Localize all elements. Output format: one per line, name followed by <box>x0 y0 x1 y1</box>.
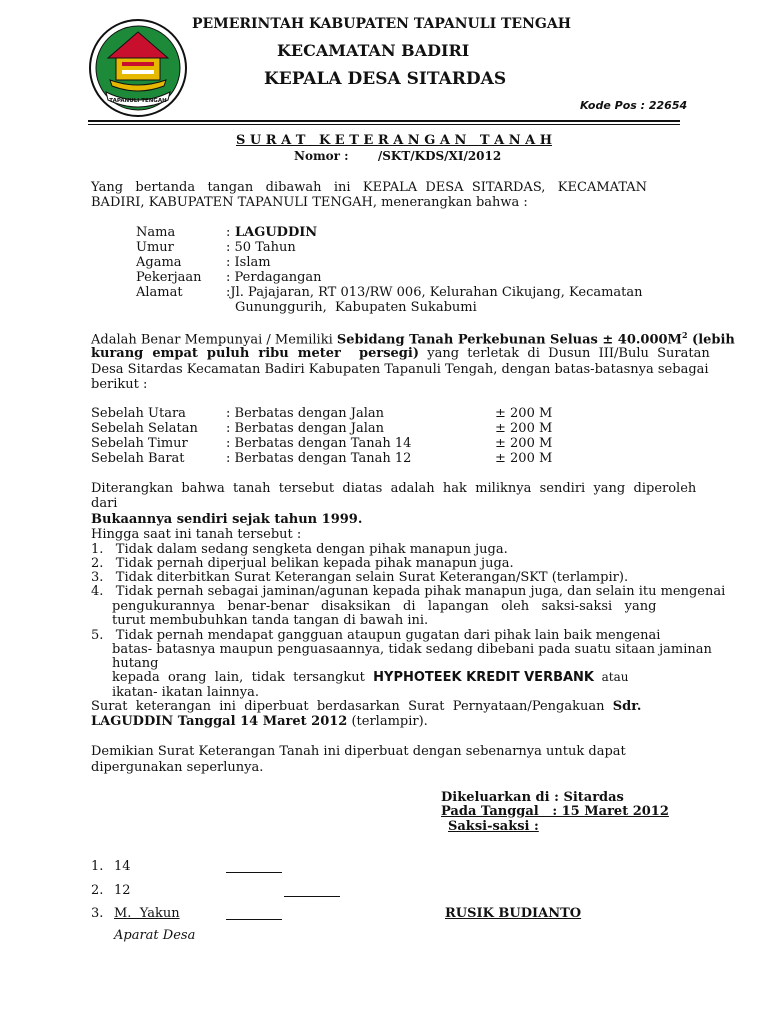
boundary-side: Sebelah Barat <box>91 451 185 466</box>
witness-name: M. Yakun <box>114 906 180 921</box>
statement-line-2 <box>91 346 710 361</box>
header-line-3: KEPALA DESA SITARDAS <box>264 69 507 89</box>
header-rule-thin <box>88 124 680 125</box>
witness-number: 2. <box>91 883 104 898</box>
statement-paren: (lebih <box>687 332 735 348</box>
condition-5c: hutang <box>112 656 159 671</box>
statement-line-3: Desa Sitardas Kecamatan Badiri Kabupaten Tapanuli Tengah, dengan batas-batasnya sebagai <box>91 362 709 377</box>
identity-label-address: Alamat <box>136 285 183 300</box>
condition-5b: batas- batasnya maupun penguasaannya, tidak sedang dibebani pada suatu sitaan jaminan <box>112 642 712 657</box>
issued-place: Dikeluarkan di : Sitardas <box>441 790 624 805</box>
identity-colon: : <box>226 225 231 240</box>
witness-signature-line <box>226 905 282 920</box>
intro-line-1: Yang bertanda tangan dibawah ini KEPALA DESA SITARDAS, KECAMATAN <box>91 180 648 195</box>
condition-5e: ikatan- ikatan lainnya. <box>112 685 259 700</box>
boundary-desc: : Berbatas dengan Jalan <box>226 406 385 421</box>
boundary-side: Sebelah Utara <box>91 406 186 421</box>
statement-line-1 <box>91 330 735 347</box>
witness-name: 12 <box>114 883 131 898</box>
boundary-desc: : Berbatas dengan Tanah 14 <box>226 436 412 451</box>
basis-rest: (terlampir). <box>347 714 428 729</box>
basis-pre: Surat keterangan ini diperbuat berdasarkan Surat Pernyataan/Pengakuan <box>91 699 613 714</box>
witness-signature-line <box>226 858 282 873</box>
condition-4a: 4. Tidak pernah sebagai jaminan/agunan kepada pihak manapun juga, dan selain itu mengenai <box>91 584 726 599</box>
village-officials-label: Aparat Desa <box>114 928 196 943</box>
statement-line-4: berikut : <box>91 377 148 392</box>
condition-4c: turut membubuhkan tanda tangan di bawah ini. <box>112 613 429 628</box>
identity-label-age: Umur <box>136 240 174 255</box>
document-title: S U R A T K E T E R A N G A N T A N A H <box>236 133 553 148</box>
postal-code: Kode Pos : 22654 <box>580 99 688 112</box>
occupation-value: Perdagangan <box>234 270 322 285</box>
identity-label-religion: Agama <box>136 255 182 270</box>
witness-label: Saksi-saksi : <box>448 819 539 834</box>
basis-line-2 <box>91 714 428 729</box>
witness-name: 14 <box>114 859 131 874</box>
hypotheek-text: HYPHOTEEK KREDIT VERBANK <box>373 670 594 685</box>
religion-value: Islam <box>234 255 271 270</box>
boundary-size: ± 200 M <box>495 451 553 466</box>
identity-value-address: :Jl. Pajajaran, RT 013/RW 006, Kelurahan Cikujang, Kecamatan <box>226 285 643 300</box>
signatory-name: RUSIK BUDIANTO <box>445 906 582 921</box>
identity-value-age: : 50 Tahun <box>226 240 296 255</box>
regency-emblem-logo <box>88 18 188 118</box>
ownership-line-2: dari <box>91 496 118 511</box>
condition-5a: 5. Tidak pernah mendapat gangguan ataupun gugatan dari pihak lain baik mengenai <box>91 628 661 643</box>
boundary-side: Sebelah Selatan <box>91 421 198 436</box>
boundary-desc: : Berbatas dengan Jalan <box>226 421 385 436</box>
issued-date: Pada Tanggal : 15 Maret 2012 <box>441 804 669 819</box>
witness-number: 3. <box>91 906 104 921</box>
identity-value-address-line2: Gununggurih, Kabupaten Sukabumi <box>235 300 477 315</box>
age-value: 50 Tahun <box>234 240 296 255</box>
header-line-2: KECAMATAN BADIRI <box>277 41 470 60</box>
condition-5d-post: atau <box>594 670 629 684</box>
condition-5d <box>112 670 629 685</box>
superscript-2: 2 <box>681 330 688 340</box>
basis-sdr: Sdr. <box>612 699 642 714</box>
intro-line-2: BADIRI, KABUPATEN TAPANULI TENGAH, menerangkan bahwa : <box>91 195 528 210</box>
condition-2: 2. Tidak pernah diperjual belikan kepada pihak manapun juga. <box>91 556 514 571</box>
ownership-line-4: Hingga saat ini tanah tersebut : <box>91 527 302 542</box>
identity-value-occupation: : Perdagangan <box>226 270 322 285</box>
condition-3: 3. Tidak diterbitkan Surat Keterangan selain Surat Keterangan/SKT (terlampir). <box>91 570 629 585</box>
header-rule-thick <box>88 120 680 122</box>
basis-name-date: LAGUDDIN Tanggal 14 Maret 2012 <box>91 714 348 729</box>
document-number: Nomor : /SKT/KDS/XI/2012 <box>294 149 502 163</box>
boundary-side: Sebelah Timur <box>91 436 188 451</box>
address-value-line1: Jl. Pajajaran, RT 013/RW 006, Kelurahan Cikujang, Kecamatan <box>230 285 643 300</box>
ownership-line-1: Diterangkan bahwa tanah tersebut diatas adalah hak miliknya sendiri yang diperoleh <box>91 481 697 496</box>
statement-pre: Adalah Benar Mempunyai / Memiliki <box>91 332 337 348</box>
condition-5d-pre: kepada orang lain, tidak tersangkut <box>112 670 374 685</box>
basis-line-1 <box>91 699 641 714</box>
identity-label-occupation: Pekerjaan <box>136 270 202 285</box>
witness-signature-line <box>284 882 340 897</box>
identity-value-religion: : Islam <box>226 255 271 270</box>
boundary-desc: : Berbatas dengan Tanah 12 <box>226 451 412 466</box>
ownership-line-3: Bukaannya sendiri sejak tahun 1999. <box>91 512 363 527</box>
land-area: Sebidang Tanah Perkebunan Seluas ± 40.000M <box>336 332 682 348</box>
boundary-size: ± 200 M <box>495 406 553 421</box>
boundary-size: ± 200 M <box>495 421 553 436</box>
header-line-1: PEMERINTAH KABUPATEN TAPANULI TENGAH <box>192 16 571 32</box>
witness-number: 1. <box>91 859 104 874</box>
closing-line-1: Demikian Surat Keterangan Tanah ini diperbuat dengan sebenarnya untuk dapat <box>91 744 626 759</box>
logo-ribbon-text: TAPANULI TENGAH <box>109 98 167 104</box>
closing-line-2: dipergunakan seperlunya. <box>91 760 264 775</box>
identity-value-name: LAGUDDIN <box>235 225 318 240</box>
land-area-words: kurang empat puluh ribu meter persegi) <box>91 346 419 361</box>
condition-1: 1. Tidak dalam sedang sengketa dengan pihak manapun juga. <box>91 542 508 557</box>
boundary-size: ± 200 M <box>495 436 553 451</box>
condition-4b: pengukurannya benar-benar disaksikan di lapangan oleh saksi-saksi yang <box>112 599 657 614</box>
identity-label-name: Nama <box>136 225 176 240</box>
statement-location: yang terletak di Dusun III/Bulu Suratan <box>418 346 710 361</box>
